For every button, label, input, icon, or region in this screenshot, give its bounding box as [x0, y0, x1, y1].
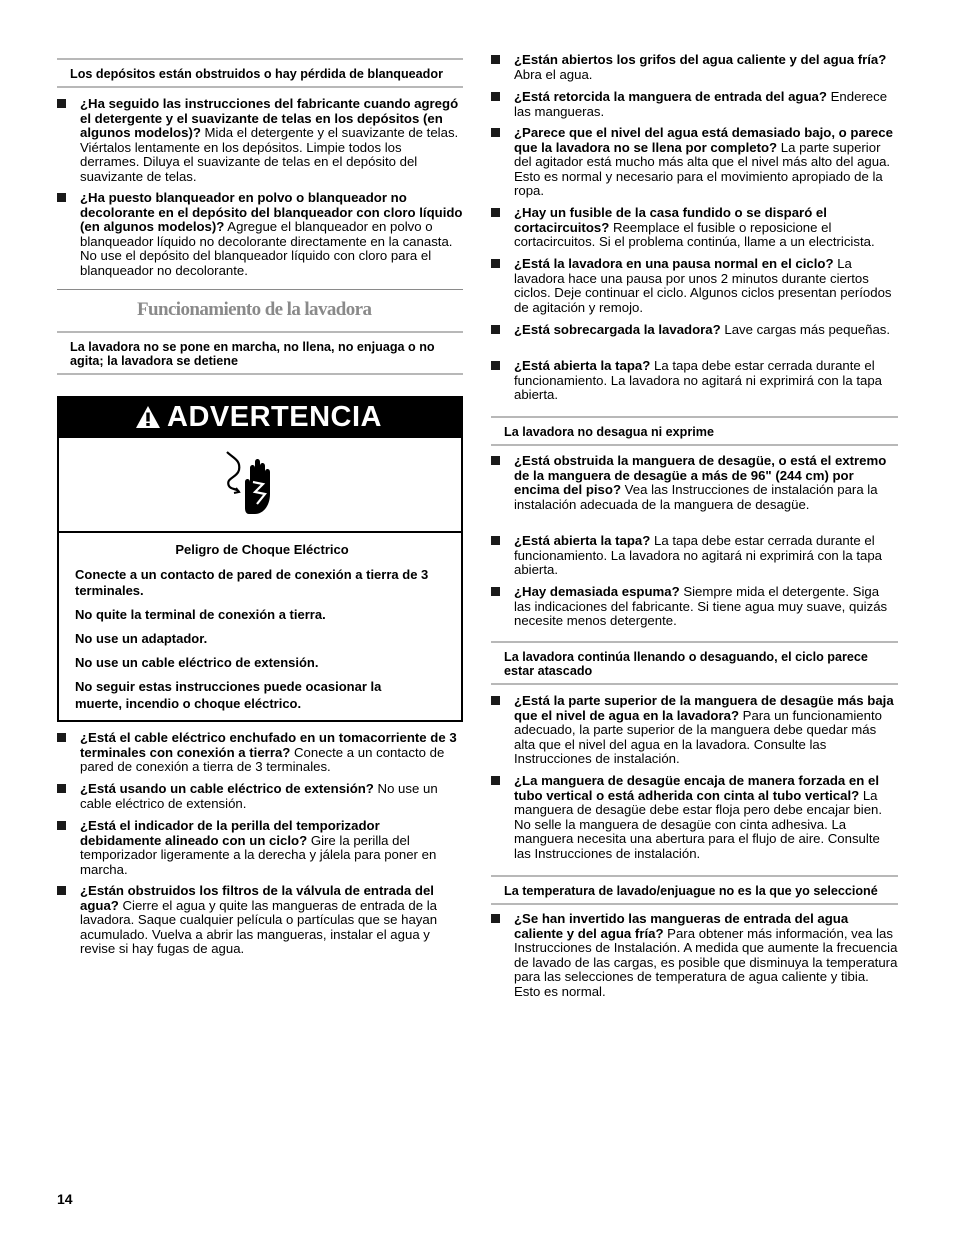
item-answer: No use un cable eléctrico de extensión.: [80, 781, 438, 811]
item-question: ¿Está sobrecargada la lavadora?: [514, 322, 721, 337]
item-question: ¿Está el cable eléctrico enchufado en un tomacorriente de 3 terminales con conexión a tierra?: [80, 730, 457, 760]
bullet-icon: [57, 886, 66, 895]
bullet-icon: [491, 776, 500, 785]
list-item: [57, 782, 463, 811]
item-answer: Agregue el blanqueador en polvo o blanqueador líquido no decolorante directamente en la canasta. No use el depósito del blanqueador líquido con cloro para el blanqueador no decolorante.: [80, 219, 453, 278]
page-number: 14: [57, 1191, 73, 1207]
bullet-icon: [57, 99, 66, 108]
bullet-icon: [491, 696, 500, 705]
item-question: ¿Se han invertido las mangueras de entrada del agua caliente y del agua fría?: [514, 911, 849, 941]
item-question: ¿Ha puesto blanqueador en polvo o blanqueador no decolorante en el depósito del blanqueador con cloro líquido (en algunos modelos)?: [80, 190, 463, 235]
bullet-icon: [491, 587, 500, 596]
section-header: La temperatura de lavado/enjuague no es la que yo seleccioné: [491, 875, 898, 905]
bullet-icon: [491, 914, 500, 923]
item-question: ¿Están obstruidos los filtros de la válvula de entrada del agua?: [80, 883, 434, 913]
bullet-icon: [57, 193, 66, 202]
electrical-shock-hand-icon: [219, 448, 279, 518]
item-question: ¿Hay demasiada espuma?: [514, 584, 680, 599]
bullet-icon: [491, 259, 500, 268]
item-answer: Conecte a un contacto de pared de conexión a tierra de 3 terminales.: [80, 744, 445, 775]
item-answer: La tapa debe estar cerrada durante el funcionamiento. La lavadora no agitará ni exprimirá con la tapa abierta.: [514, 358, 883, 403]
warning-line: No use un adaptador.: [75, 631, 208, 646]
item-question: ¿Ha seguido las instrucciones del fabricante cuando agregó el detergente y el suavizante de telas en los depósitos (en algunos modelos)?: [80, 96, 459, 141]
list-item: [491, 534, 898, 578]
list-item: [491, 323, 898, 338]
item-answer: La parte superior del agitador está mucho más alta que el nivel más alto del agua. Esto es normal y necesario para el movimiento apropiado de la ropa.: [514, 139, 891, 199]
list-item: [491, 585, 898, 629]
list-item: [491, 774, 898, 862]
bullet-icon: [491, 55, 500, 64]
list-item: [57, 731, 463, 775]
warning-line: No seguir estas instrucciones puede ocasionar la muerte, incendio o choque eléctrico.: [75, 679, 382, 711]
list-item: [57, 97, 463, 185]
item-answer: La manguera de desagüe debe estar floja pero debe encajar bien. No selle la manguera de desagüe con cinta adhesiva. La manguera necesita una abertura para el flujo de aire. Consulte las Instrucciones de instalación.: [514, 787, 883, 861]
bullet-icon: [491, 361, 500, 370]
item-question: ¿La manguera de desagüe encaja de manera forzada en el tubo vertical o está adherida con cinta al tubo vertical?: [514, 773, 879, 803]
bullet-icon: [491, 92, 500, 101]
item-question: ¿Está obstruida la manguera de desagüe, o está el extremo de la manguera de desagüe a más de 96" (244 cm) por encima del piso?: [514, 453, 887, 498]
section-header: Los depósitos están obstruidos o hay pérdida de blanqueador: [57, 58, 463, 88]
warning-body: [75, 542, 449, 720]
warning-box: [57, 396, 463, 722]
item-question: ¿Está la parte superior de la manguera de desagüe más baja que el nivel de agua en la lavadora?: [514, 693, 894, 723]
list-item: [491, 257, 898, 315]
bullet-icon: [491, 208, 500, 217]
section-header: La lavadora no desagua ni exprime: [491, 416, 898, 446]
warning-heading: Peligro de Choque Eléctrico: [175, 542, 349, 557]
warning-line: No quite la terminal de conexión a tierra.: [75, 607, 326, 622]
section-header: La lavadora no se pone en marcha, no llena, no enjuaga o no agita; la lavadora se detiene: [57, 331, 463, 375]
item-answer: La tapa debe estar cerrada durante el funcionamiento. La lavadora no agitará ni exprimirá con la tapa abierta.: [514, 533, 883, 578]
bullet-icon: [491, 536, 500, 545]
warning-header: [59, 398, 461, 438]
list-item: [491, 694, 898, 767]
item-answer: Vea las Instrucciones de instalación para la instalación adecuada de la manguera de desagüe.: [514, 482, 878, 512]
item-answer: Reemplace el fusible o reposicione el cortacircuitos. Si el problema continúa, llame a un electricista.: [514, 219, 875, 250]
bullet-icon: [57, 821, 66, 830]
list-item: [57, 884, 463, 957]
bullet-icon: [491, 128, 500, 137]
list-item: [491, 90, 898, 119]
bullet-icon: [491, 325, 500, 334]
bullet-icon: [57, 784, 66, 793]
item-question: ¿Hay un fusible de la casa fundido o se disparó el cortacircuitos?: [514, 205, 827, 235]
item-question: ¿Está abierta la tapa?: [514, 533, 651, 548]
bullet-icon: [491, 456, 500, 465]
warning-triangle-icon: [135, 405, 161, 429]
list-item: [57, 819, 463, 877]
item-question: ¿Está la lavadora en una pausa normal en el ciclo?: [514, 256, 834, 271]
item-question: ¿Está retorcida la manguera de entrada del agua?: [514, 89, 827, 104]
list-item: [491, 126, 898, 199]
list-item: [57, 191, 463, 279]
item-question: ¿Están abiertos los grifos del agua caliente y del agua fría?: [514, 52, 887, 67]
list-item: [491, 912, 898, 1000]
bullet-icon: [57, 733, 66, 742]
item-answer: Para un funcionamiento adecuado, la parte superior de la manguera debe quedar más alta que el nivel del agua en la lavadora. Consulte las Instrucciones de instalación.: [514, 707, 882, 767]
item-answer: La lavadora hace una pausa por unos 2 minutos durante ciertos ciclos. Deje continuar el ciclo. Algunos ciclos presentan períodos de agitación y remojo.: [514, 256, 892, 315]
section-title: Funcionamiento de la lavadora: [137, 299, 372, 320]
item-question: ¿Está usando un cable eléctrico de extensión?: [80, 781, 374, 796]
item-question: ¿Está el indicador de la perilla del temporizador debidamente alineado con un ciclo?: [80, 818, 380, 848]
item-question: ¿Está abierta la tapa?: [514, 358, 651, 373]
warning-icon-panel: [59, 438, 461, 533]
warning-title: ADVERTENCIA: [167, 401, 382, 433]
item-answer: Lave cargas más pequeñas.: [720, 322, 891, 337]
item-answer: Mida el detergente y el suavizante de telas. Viértalos lentamente en los depósitos. Limpie todos los derrames. Diluya el suavizante de telas en el depósito del suavizante de telas.: [80, 125, 459, 184]
section-header: La lavadora continúa llenando o desaguando, el ciclo parece estar atascado: [491, 641, 898, 685]
item-answer: Enderece las mangueras.: [514, 89, 888, 119]
list-item: [491, 206, 898, 250]
divider: [57, 289, 463, 290]
item-answer: Cierre el agua y quite las mangueras de entrada de la lavadora. Saque cualquier película o partículas que se hayan acumulado. Vuelva a abrir las mangueras, instalar el agua y revise si hay fugas de agua.: [80, 897, 438, 957]
item-answer: Siempre mida el detergente. Siga las indicaciones del fabricante. Si tiene agua muy suave, quizás necesite menos detergente.: [514, 584, 888, 629]
item-answer: Para obtener más información, vea las Instrucciones de Instalación. A medida que aumente la frecuencia de lavado de las cargas, es posible que disminuya la temperatura para las selecciones de temperatura de agua caliente y tibia. Esto es normal.: [514, 925, 898, 999]
list-item: [491, 454, 898, 512]
list-item: [491, 53, 898, 82]
warning-line: Conecte a un contacto de pared de conexión a tierra de 3 terminales.: [75, 566, 429, 598]
item-answer: Gire la perilla del temporizador ligeramente a la derecha y jálela para poner en marcha.: [80, 832, 437, 877]
list-item: [491, 359, 898, 403]
warning-line: No use un cable eléctrico de extensión.: [75, 655, 319, 670]
item-answer: Abra el agua.: [514, 66, 593, 82]
item-question: ¿Parece que el nivel del agua está demasiado bajo, o parece que la lavadora no se llena por completo?: [514, 125, 893, 155]
